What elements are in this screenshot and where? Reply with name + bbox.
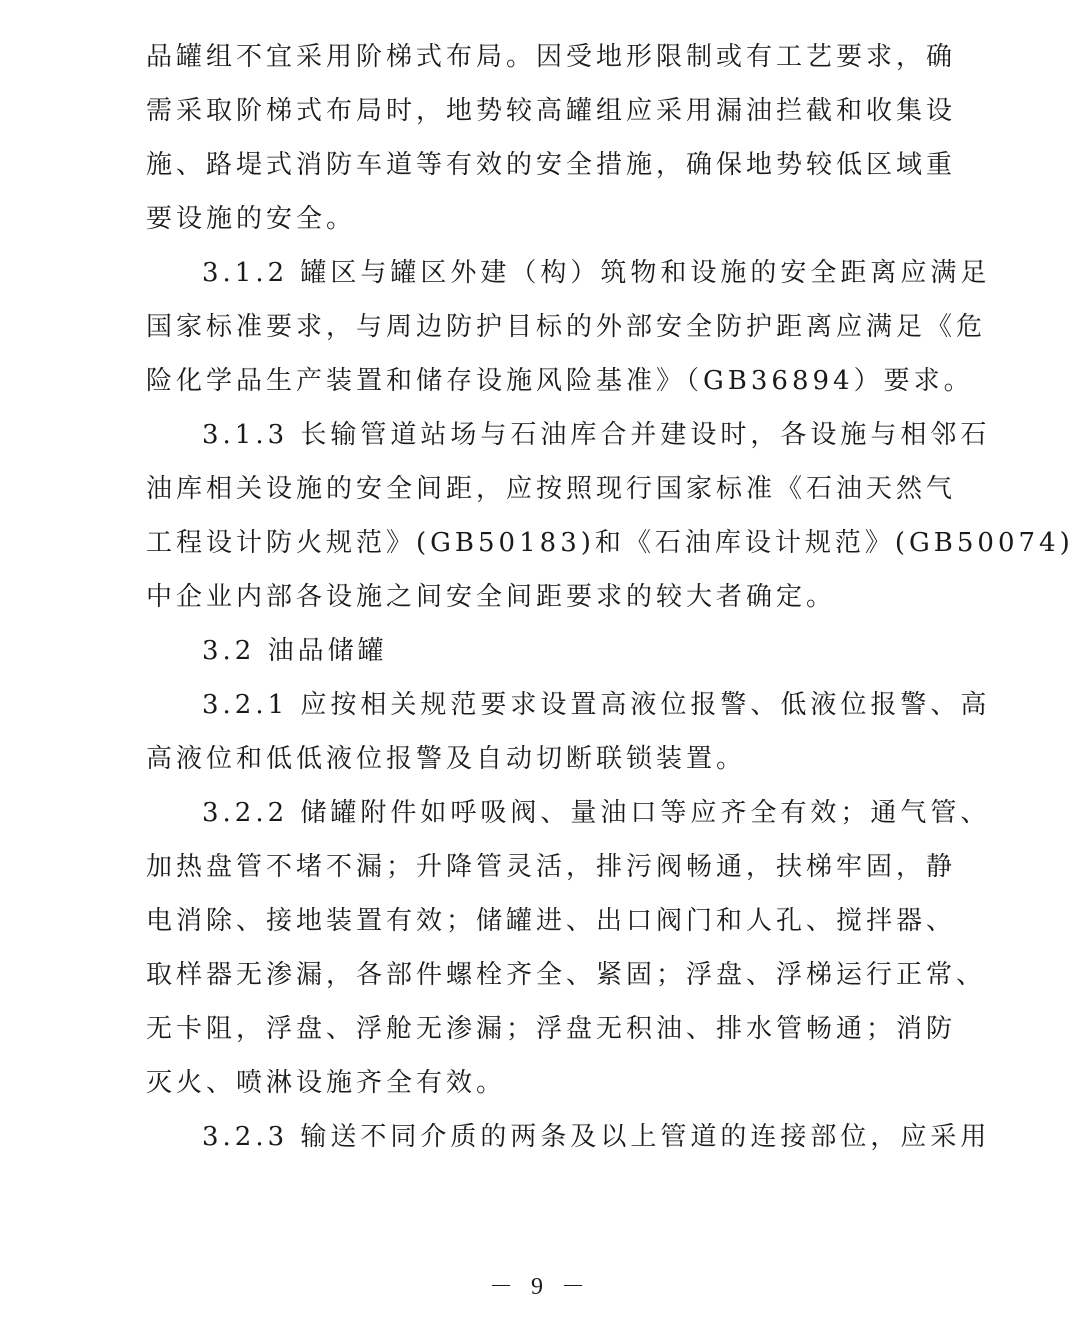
text-line: 高液位和低低液位报警及自动切断联锁装置。 [146, 744, 747, 774]
text-line: 电消除、接地装置有效；储罐进、出口阀门和人孔、搅拌器、 [146, 906, 957, 936]
body-text [146, 30, 1074, 1164]
text-line: 险化学品生产装置和储存设施风险基准》（GB36894）要求。 [146, 366, 974, 396]
text-line: 加热盘管不堵不漏；升降管灵活，排污阀畅通，扶梯牢固，静 [146, 852, 957, 882]
text-line: 灭火、喷淋设施齐全有效。 [146, 1068, 507, 1098]
text-line: 取样器无渗漏，各部件螺栓齐全、紧固；浮盘、浮梯运行正常、 [146, 960, 987, 990]
text-line: 需采取阶梯式布局时，地势较高罐组应采用漏油拦截和收集设 [146, 96, 957, 126]
clause-3-2-1-line: 3.2.1 应按相关规范要求设置高液位报警、低液位报警、高 [202, 690, 991, 720]
clause-3-2-2-line: 3.2.2 储罐附件如呼吸阀、量油口等应齐全有效；通气管、 [202, 798, 991, 828]
clause-3-2-3-line: 3.2.3 输送不同介质的两条及以上管道的连接部位，应采用 [202, 1122, 991, 1152]
text-line: 中企业内部各设施之间安全间距要求的较大者确定。 [146, 582, 837, 612]
page-number: － 9 － [489, 1274, 591, 1300]
text-line: 施、路堤式消防车道等有效的安全措施，确保地势较低区域重 [146, 150, 957, 180]
text-line: 油库相关设施的安全间距，应按照现行国家标准《石油天然气 [146, 474, 957, 504]
clause-3-1-3-line: 3.1.3 长输管道站场与石油库合并建设时，各设施与相邻石 [202, 420, 991, 450]
text-line: 品罐组不宜采用阶梯式布局。因受地形限制或有工艺要求，确 [146, 42, 957, 72]
text-line: 要设施的安全。 [146, 204, 357, 234]
clause-3-1-2-line: 3.1.2 罐区与罐区外建（构）筑物和设施的安全距离应满足 [202, 258, 991, 288]
text-line: 无卡阻，浮盘、浮舱无渗漏；浮盘无积油、排水管畅通；消防 [146, 1014, 957, 1044]
section-heading-3-2: 3.2 油品储罐 [202, 636, 388, 666]
text-line: 工程设计防火规范》(GB50183)和《石油库设计规范》(GB50074) [146, 528, 1074, 558]
text-line: 国家标准要求，与周边防护目标的外部安全防护距离应满足《危 [146, 312, 987, 342]
